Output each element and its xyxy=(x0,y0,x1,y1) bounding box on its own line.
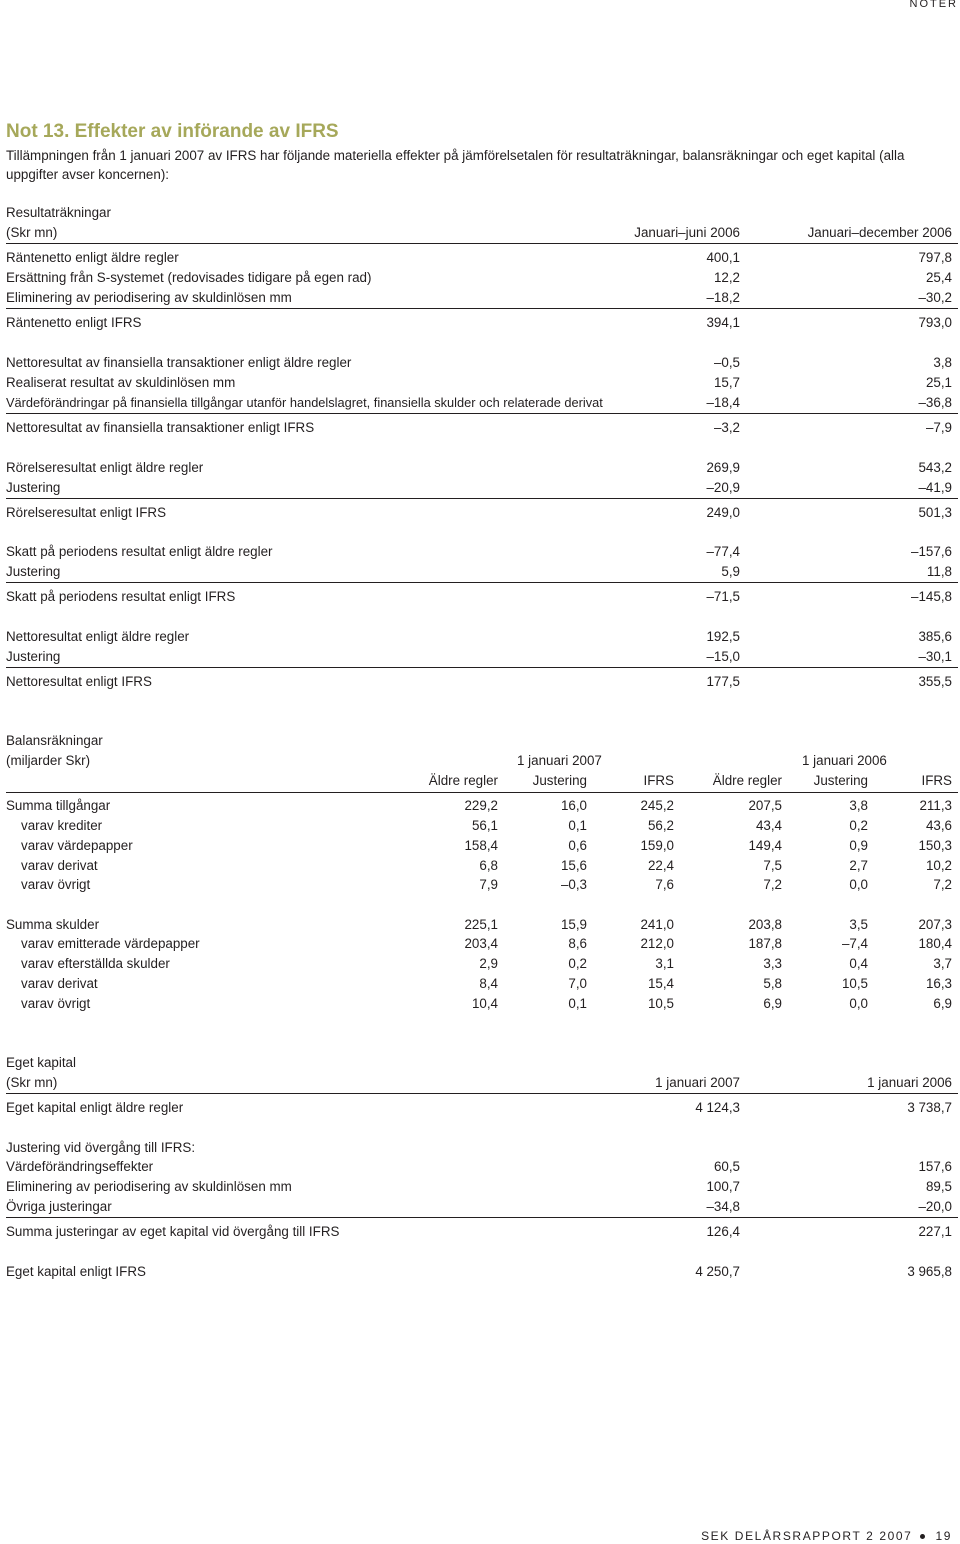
row-label: Justering xyxy=(6,649,61,664)
row-label: Justering xyxy=(6,480,61,495)
row-label: Rörelseresultat enligt äldre regler xyxy=(6,460,204,475)
table-row xyxy=(6,459,952,477)
row-value: 7,0 xyxy=(568,976,587,991)
table-row xyxy=(6,289,952,307)
equity-column-header xyxy=(6,1074,952,1092)
row-label: Värdeförändringseffekter xyxy=(6,1159,154,1174)
row-label: Realiserat resultat av skuldinlösen mm xyxy=(6,375,236,390)
col-header: IFRS xyxy=(643,773,674,788)
income-heading: Resultaträkningar xyxy=(6,205,111,220)
row-value: –3,2 xyxy=(713,420,740,435)
income-unit: (Skr mn) xyxy=(6,225,58,240)
row-label: varav värdepapper xyxy=(21,838,133,853)
report-name: SEK DELÅRSRAPPORT 2 2007 xyxy=(701,1529,913,1543)
row-value: 10,4 xyxy=(471,996,498,1011)
col-header: Äldre regler xyxy=(428,773,498,788)
row-label: Nettoresultat enligt äldre regler xyxy=(6,629,190,644)
table-row xyxy=(6,354,952,372)
row-value: 0,4 xyxy=(849,956,868,971)
row-value: 43,4 xyxy=(755,818,782,833)
row-label: varav krediter xyxy=(21,818,103,833)
row-value: 192,5 xyxy=(706,629,740,644)
row-label: Räntenetto enligt IFRS xyxy=(6,315,142,330)
row-label: Rörelseresultat enligt IFRS xyxy=(6,505,167,520)
row-value: –71,5 xyxy=(706,589,740,604)
col-header: Äldre regler xyxy=(712,773,782,788)
subtotal-rule xyxy=(6,413,958,414)
table-row xyxy=(6,1198,952,1216)
row-value: 56,1 xyxy=(471,818,498,833)
row-value: 0,2 xyxy=(568,956,587,971)
row-value: 100,7 xyxy=(706,1179,740,1194)
row-value: 177,5 xyxy=(706,674,740,689)
row-value: 3 965,8 xyxy=(907,1264,952,1279)
balance-group-header xyxy=(6,752,952,770)
row-value: 7,6 xyxy=(655,877,674,892)
row-label: Värdeförändringar på finansiella tillgångar utanför handelslagret, finansiella skulder och relaterade derivat xyxy=(6,395,603,410)
row-label: Ersättning från S-systemet (redovisades tidigare på egen rad) xyxy=(6,270,372,285)
row-label: Skatt på periodens resultat enligt IFRS xyxy=(6,589,236,604)
row-value: –77,4 xyxy=(706,544,740,559)
balance-group1-header: 1 januari 2007 xyxy=(517,753,602,768)
row-value: –157,6 xyxy=(911,544,952,559)
row-value: 0,0 xyxy=(849,877,868,892)
row-label: Summa tillgångar xyxy=(6,798,111,813)
section-label: NOTER xyxy=(909,0,958,10)
row-value: 3,5 xyxy=(849,917,868,932)
row-value: 0,0 xyxy=(849,996,868,1011)
equity-heading: Eget kapital xyxy=(6,1055,76,1070)
row-value: –30,1 xyxy=(918,649,952,664)
row-value: 15,7 xyxy=(713,375,740,390)
page-footer xyxy=(701,1529,952,1543)
row-label: Eliminering av periodisering av skuldinlösen mm xyxy=(6,1179,292,1194)
row-value: 149,4 xyxy=(748,838,782,853)
row-value: –15,0 xyxy=(706,649,740,664)
table-row xyxy=(6,1223,952,1241)
income-header-rule xyxy=(6,243,958,244)
row-value: –18,2 xyxy=(706,290,740,305)
row-value: 25,1 xyxy=(925,375,952,390)
row-value: 15,9 xyxy=(560,917,587,932)
income-col1-header: Januari–juni 2006 xyxy=(634,225,740,240)
row-value: 10,5 xyxy=(647,996,674,1011)
row-label: Räntenetto enligt äldre regler xyxy=(6,250,179,265)
table-row xyxy=(6,648,952,666)
row-label: varav derivat xyxy=(21,858,98,873)
row-value: 249,0 xyxy=(706,505,740,520)
row-value: 3,3 xyxy=(763,956,782,971)
row-value: –18,4 xyxy=(706,395,740,410)
table-row xyxy=(6,955,952,973)
row-value: 4 124,3 xyxy=(695,1100,740,1115)
row-value: 15,6 xyxy=(560,858,587,873)
row-label: Nettoresultat av finansiella transaktioner enligt IFRS xyxy=(6,420,315,435)
bullet-icon xyxy=(920,1534,925,1539)
balance-unit: (miljarder Skr) xyxy=(6,753,91,768)
row-value: 211,3 xyxy=(919,798,952,813)
row-label: Skatt på periodens resultat enligt äldre regler xyxy=(6,544,273,559)
table-row xyxy=(6,1263,952,1281)
equity-heading-row xyxy=(6,1054,952,1072)
income-heading-row xyxy=(6,204,952,222)
row-value: 3,8 xyxy=(933,355,952,370)
row-value: 25,4 xyxy=(925,270,952,285)
row-label: varav övrigt xyxy=(21,996,91,1011)
table-row xyxy=(6,916,952,934)
row-value: –7,9 xyxy=(925,420,952,435)
equity-adjust-heading-row xyxy=(6,1139,952,1157)
table-row xyxy=(6,543,952,561)
table-row xyxy=(6,588,952,606)
row-value: 0,9 xyxy=(849,838,868,853)
equity-unit: (Skr mn) xyxy=(6,1075,58,1090)
equity-col2-header: 1 januari 2006 xyxy=(867,1075,952,1090)
row-value: 0,1 xyxy=(568,996,587,1011)
table-row xyxy=(6,374,952,392)
table-row xyxy=(6,479,952,497)
row-value: 2,7 xyxy=(849,858,868,873)
row-value: 16,0 xyxy=(560,798,587,813)
table-row xyxy=(6,269,952,287)
row-value: 394,1 xyxy=(706,315,740,330)
table-row xyxy=(6,673,952,691)
equity-adjust-heading: Justering vid övergång till IFRS: xyxy=(6,1140,196,1155)
row-value: 400,1 xyxy=(706,250,740,265)
row-value: 22,4 xyxy=(647,858,674,873)
table-row xyxy=(6,628,952,646)
subtotal-rule xyxy=(6,582,958,583)
row-value: 4 250,7 xyxy=(695,1264,740,1279)
row-value: 0,6 xyxy=(568,838,587,853)
row-value: 8,6 xyxy=(568,936,587,951)
row-value: 8,4 xyxy=(479,976,498,991)
table-row xyxy=(6,394,952,412)
balance-heading-row xyxy=(6,732,952,750)
subtotal-rule xyxy=(6,308,958,309)
row-value: –7,4 xyxy=(841,936,868,951)
row-label: varav derivat xyxy=(21,976,98,991)
row-value: 245,2 xyxy=(640,798,674,813)
row-value: 543,2 xyxy=(918,460,952,475)
row-value: –20,0 xyxy=(918,1199,952,1214)
subtotal-rule xyxy=(6,498,958,499)
row-value: 385,6 xyxy=(918,629,952,644)
row-value: 10,2 xyxy=(925,858,952,873)
row-value: 0,1 xyxy=(568,818,587,833)
balance-heading: Balansräkningar xyxy=(6,733,103,748)
row-value: 60,5 xyxy=(713,1159,740,1174)
row-value: 16,3 xyxy=(925,976,952,991)
equity-col1-header: 1 januari 2007 xyxy=(655,1075,740,1090)
row-value: 212,0 xyxy=(640,936,674,951)
col-header: IFRS xyxy=(921,773,952,788)
table-row xyxy=(6,249,952,267)
row-label: Eliminering av periodisering av skuldinlösen mm xyxy=(6,290,292,305)
row-value: 158,4 xyxy=(464,838,498,853)
row-label: varav övrigt xyxy=(21,877,91,892)
row-value: 7,2 xyxy=(933,877,952,892)
row-value: 269,9 xyxy=(706,460,740,475)
note-intro: Tillämpningen från 1 januari 2007 av IFRS har följande materiella effekter på jämförelsetalen för resultaträkningar, balansräkningar och eget kapital (alla uppgifter avser koncernen): xyxy=(6,148,905,182)
row-value: 3,8 xyxy=(849,798,868,813)
col-header: Justering xyxy=(813,773,868,788)
row-value: 11,8 xyxy=(926,564,952,579)
income-col2-header: Januari–december 2006 xyxy=(807,225,952,240)
row-value: 187,8 xyxy=(748,936,782,951)
row-label: Nettoresultat av finansiella transaktioner enligt äldre regler xyxy=(6,355,352,370)
income-column-header xyxy=(6,224,952,242)
table-row xyxy=(6,1099,952,1117)
row-value: 2,9 xyxy=(479,956,498,971)
row-value: 159,0 xyxy=(640,838,674,853)
row-label: Eget kapital enligt IFRS xyxy=(6,1264,146,1279)
row-label: Övriga justeringar xyxy=(6,1199,112,1214)
row-value: 6,9 xyxy=(763,996,782,1011)
subtotal-rule xyxy=(6,1217,958,1218)
table-row xyxy=(6,504,952,522)
table-row xyxy=(6,1158,952,1176)
table-row xyxy=(6,995,952,1013)
row-value: –0,3 xyxy=(560,877,587,892)
row-value: 180,4 xyxy=(918,936,952,951)
row-value: 3,1 xyxy=(655,956,674,971)
row-value: –20,9 xyxy=(706,480,740,495)
row-value: 56,2 xyxy=(647,818,674,833)
row-label: Summa skulder xyxy=(6,917,100,932)
row-value: –34,8 xyxy=(706,1199,740,1214)
balance-header-rule xyxy=(6,792,958,793)
row-value: –145,8 xyxy=(911,589,952,604)
table-row xyxy=(6,975,952,993)
row-label: Nettoresultat enligt IFRS xyxy=(6,674,152,689)
row-value: 5,9 xyxy=(721,564,740,579)
row-value: 0,2 xyxy=(849,818,868,833)
table-row xyxy=(6,857,952,875)
equity-header-rule xyxy=(6,1093,958,1094)
row-value: 225,1 xyxy=(464,917,498,932)
row-value: 207,5 xyxy=(748,798,782,813)
row-label: Justering xyxy=(6,564,61,579)
row-value: –36,8 xyxy=(918,395,952,410)
table-row xyxy=(6,1178,952,1196)
table-row xyxy=(6,817,952,835)
row-value: –0,5 xyxy=(713,355,740,370)
row-label: varav efterställda skulder xyxy=(21,956,170,971)
row-value: 43,6 xyxy=(925,818,952,833)
row-value: 227,1 xyxy=(918,1224,952,1239)
row-value: 7,9 xyxy=(479,877,498,892)
note-title: Not 13. Effekter av införande av IFRS xyxy=(6,121,339,142)
table-row xyxy=(6,935,952,953)
balance-subheader xyxy=(6,772,952,790)
row-value: 207,3 xyxy=(918,917,952,932)
row-value: 6,8 xyxy=(479,858,498,873)
row-value: 6,9 xyxy=(933,996,952,1011)
row-value: 10,5 xyxy=(841,976,868,991)
table-row xyxy=(6,314,952,332)
balance-group2-header: 1 januari 2006 xyxy=(802,753,887,768)
row-value: 89,5 xyxy=(925,1179,952,1194)
row-value: 126,4 xyxy=(706,1224,740,1239)
row-value: 157,6 xyxy=(918,1159,952,1174)
row-value: 229,2 xyxy=(464,798,498,813)
table-row xyxy=(6,876,952,894)
table-row xyxy=(6,563,952,581)
row-value: 15,4 xyxy=(647,976,674,991)
row-value: 355,5 xyxy=(918,674,952,689)
col-header: Justering xyxy=(532,773,587,788)
page-number: 19 xyxy=(935,1529,952,1543)
row-value: 793,0 xyxy=(918,315,952,330)
row-value: 3 738,7 xyxy=(907,1100,952,1115)
row-value: –41,9 xyxy=(918,480,952,495)
row-value: 241,0 xyxy=(640,917,674,932)
row-value: 3,7 xyxy=(933,956,952,971)
row-value: 5,8 xyxy=(763,976,782,991)
row-value: 7,2 xyxy=(763,877,782,892)
row-label: Summa justeringar av eget kapital vid övergång till IFRS xyxy=(6,1224,340,1239)
row-value: 501,3 xyxy=(918,505,952,520)
row-label: Eget kapital enligt äldre regler xyxy=(6,1100,184,1115)
subtotal-rule xyxy=(6,667,958,668)
table-row xyxy=(6,419,952,437)
row-value: 7,5 xyxy=(763,858,782,873)
row-value: 203,8 xyxy=(748,917,782,932)
row-value: –30,2 xyxy=(918,290,952,305)
row-label: varav emitterade värdepapper xyxy=(21,936,200,951)
row-value: 797,8 xyxy=(918,250,952,265)
table-row xyxy=(6,797,952,815)
row-value: 150,3 xyxy=(918,838,952,853)
table-row xyxy=(6,837,952,855)
row-value: 203,4 xyxy=(464,936,498,951)
row-value: 12,2 xyxy=(713,270,740,285)
